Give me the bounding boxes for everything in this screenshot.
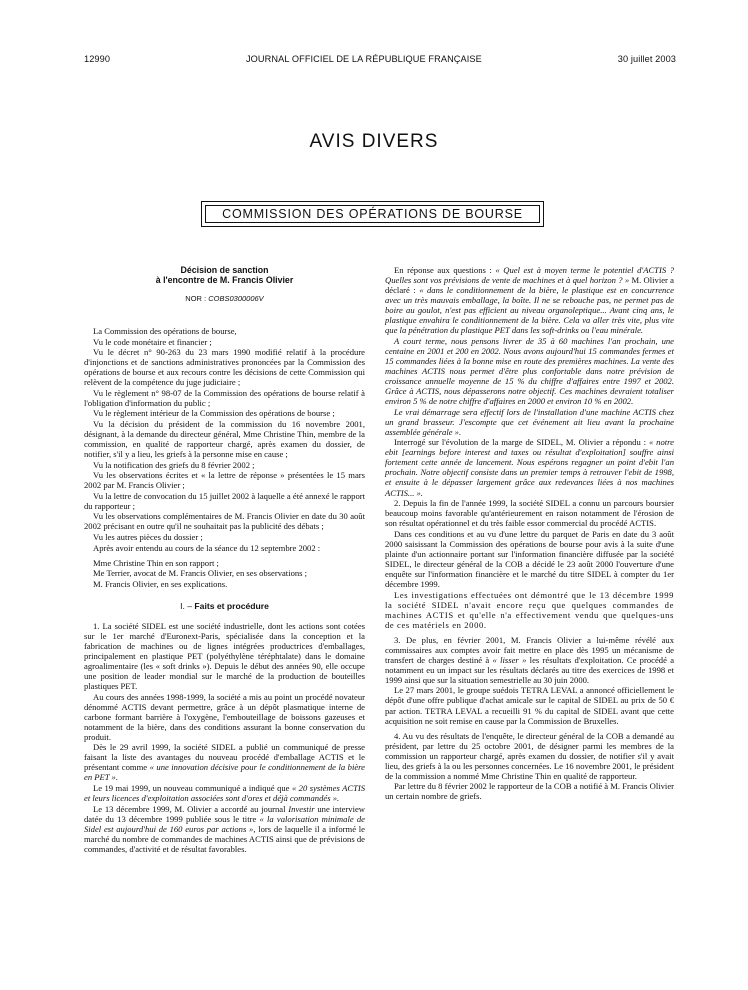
- text-run: En réponse aux questions :: [394, 265, 496, 275]
- nor-reference: [84, 294, 365, 304]
- paragraph: Vu la notification des griefs du 8 février 2002 ;: [93, 459, 255, 470]
- paragraph: Vu le code monétaire et financier ;: [93, 336, 212, 347]
- quote: Le vrai démarrage sera effectif lors de l'installation d'une machine ACTIS chez un grand brasseur. J'escompte que cet événement ait lieu avant la prochaine assemblée générale ».: [385, 406, 674, 437]
- quote: « la valorisation minimale de Sidel est aujourd'hui de 160 euros par actions »: [84, 813, 365, 834]
- quote: « notre ebit [earnings before interest and taxes ou résultat d'exploitation] souffre ainsi fortement cette année de lancement. Nous espérons regagner un point d'ebit l'an prochain. Notre objectif consiste dans un premier temps à retrouver l'ebit de 1998, et ensuite à le dépasser largement grâce aux redevances liées à nos machines ACTIS... ».: [385, 437, 674, 498]
- section-heading: [84, 601, 365, 611]
- section-box: [201, 201, 544, 227]
- text-run: , lors de laquelle il a informé le marché du nombre de commandes de machines ACTIS ainsi que de prévisions de commandes, d'activité et de résultat favorables.: [84, 823, 365, 854]
- paragraph: Me Terrier, avocat de M. Francis Olivier, en ses observations ;: [93, 568, 308, 579]
- paragraph: Dans ces conditions et au vu d'une lettre du parquet de Paris en date du 3 août 2000 saisissant la Commission des opérations de bourse pour avis à la suite d'une plainte d'un actionnaire portant sur l'information financière diffusée par la société SIDEL, le directeur général de la COB a décidé le 23 août 2000 l'ouverture d'une enquête sur l'information financière et le marché du titre SIDEL à compter du 1er décembre 1999.: [385, 528, 674, 589]
- section-box-title: COMMISSION DES OPÉRATIONS DE BOURSE: [222, 207, 523, 221]
- left-column: [84, 265, 365, 854]
- paragraph: Mme Christine Thin en son rapport ;: [93, 557, 219, 568]
- quote: « Quel est à moyen terme le potentiel d'ACTIS ? Quelles sont vos prévisions de vente de machines et à quel horizon ? »: [385, 265, 674, 286]
- paragraph: Vu le décret n° 90-263 du 23 mars 1990 modifié relatif à la procédure d'injonctions et de sanctions administratives prononcées par la Commission des opérations de bourse et aux recours contre les décisions de cette Commission qui relèvent de la compétence du juge judiciaire ;: [84, 347, 365, 388]
- text-run: une interview datée du 13 décembre 1999 publiée sous le titre: [84, 803, 365, 824]
- paragraph: [84, 783, 365, 803]
- paragraph: [385, 635, 674, 685]
- paragraph: [385, 437, 674, 497]
- paragraph: [385, 407, 674, 437]
- nor-label: NOR :: [185, 294, 209, 303]
- paragraph: Vu les observations complémentaires de M. Francis Olivier en date du 30 août 2002 précisant en outre qu'il ne souhaitait pas la publicité des débats ;: [84, 511, 365, 532]
- paragraph: Au cours des années 1998-1999, la société a mis au point un procédé novateur dénommé ACTIS devant permettre, grâce à un dépôt plasmatique interne de carbone formant barrière à l'oxygène, l'embouteillage de boissons gazeuses et notamment de la bière, dans des conditions assurant la bonne conservation du produit.: [84, 691, 365, 742]
- paragraph: 1. La société SIDEL est une société industrielle, dont les actions sont cotées sur le 1er marché d'Euronext-Paris, spécialisée dans la conception et la fabrication de machines ou de lignes intégrées productrices d'emballages, principalement en plastique PET (polyéthylène téréphtalate) dans le domaine agroalimentaire (les « soft drinks »). Depuis le début des années 90, elle occupe une position de leader mondial sur le marché de la production de bouteilles plastiques PET.: [84, 620, 365, 692]
- paragraph: Le 27 mars 2001, le groupe suédois TETRA LEVAL a annoncé officiellement le dépôt d'une offre publique d'achat amicale sur le capital de SIDEL au prix de 50 € par action. TETRA LEVAL a recueilli 91 % du capital de SIDEL avant que cette acquisition ne soit remise en cause par la Commission de Bruxelles.: [385, 685, 674, 726]
- paragraph: Vu les autres pièces du dossier ;: [93, 531, 203, 542]
- paragraph: La Commission des opérations de bourse,: [93, 326, 237, 337]
- quote: « 20 systèmes ACTIS et leurs licences d'exploitation associées sont d'ores et déjà commandés ».: [84, 783, 366, 804]
- paragraph: [84, 804, 365, 854]
- text-run: 3. De plus, en février 2001, M. Francis Olivier a lui-même révélé aux commissaires aux comptes avoir fait mettre en place dès 1995 un mécanisme de transfert de charges destiné à: [385, 634, 674, 665]
- paragraph: Après avoir entendu au cours de la séance du 12 septembre 2002 :: [93, 542, 321, 553]
- text-run: Le 13 décembre 1999, M. Olivier a accordé au journal: [93, 803, 286, 814]
- section-heading-text: Faits et procédure: [194, 600, 269, 611]
- decision-heading-line2: à l'encontre de M. Francis Olivier: [155, 275, 294, 285]
- decision-heading-line1: Décision de sanction: [180, 265, 269, 275]
- paragraph: Les investigations effectuées ont démontré que le 13 décembre 1999 la société SIDEL n'avait encore reçu que quelques commandes de machines ACTIS et qu'elle n'a effectivement vendu que quelques-uns de ces matériels en 2000.: [385, 589, 674, 630]
- paragraph: [385, 265, 674, 335]
- right-column: [385, 265, 674, 802]
- paragraph: M. Francis Olivier, en ses explications.: [93, 578, 228, 589]
- quote: « une innovation décisive pour le conditionnement de la bière en PET ».: [84, 762, 365, 783]
- page-title: AVIS DIVERS: [309, 131, 439, 152]
- issue-date: 30 juillet 2003: [617, 54, 676, 64]
- text-run: Dès le 29 avril 1999, la société SIDEL a publié un communiqué de presse faisant la liste des avantages du nouveau procédé d'emballage ACTIS et le présentant comme: [84, 742, 365, 773]
- text-run: Interrogé sur l'évolution de la marge de SIDEL, M. Olivier a répondu :: [394, 437, 649, 448]
- paragraph: Par lettre du 8 février 2002 le rapporteur de la COB a notifié à M. Francis Olivier un certain nombre de griefs.: [385, 781, 674, 802]
- quote: A court terme, nous pensons livrer de 35 à 60 machines l'an prochain, une centaine en 2001 et 200 en 2002. Nous avons aujourd'hui 15 commandes fermes et 15 commandes liées à la bonne mise en route des premières machines. La vente des machines ACTIS nous permet d'être plus confortable dans notre prévision de croissance annuelle moyenne de 15 % du chiffre d'affaires entre 1997 et 2002. Grâce à ACTIS, nous dépasserons notre objectif. Ces machines devraient totaliser environ 5 % de notre chiffre d'affaires en 2000 et environ 10 % en 2002.: [385, 335, 674, 407]
- quote: « dans le conditionnement de la bière, le plastique est en concurrence avec un très mauvais emballage, la boîte. Il ne se rebouche pas, ne permet pas de boire au goulot, n'est pas efficient au niveau organoleptique... Avant cinq ans, le plastique envahira le conditionnement de la bière. Cela va aller très vite, plus vite que la pénétration du plastique PET dans les soft-drinks ou l'eau minérale.: [385, 285, 674, 336]
- text-run: Le 19 mai 1999, un nouveau communiqué a indiqué que: [93, 783, 290, 794]
- paragraph: Vu la décision du président de la commission du 16 novembre 2001, désignant, à la demande du directeur général, Mme Christine Thin, membre de la commission, en qualité de rapporteur chargé, après examen du dossier, de notifier, s'il y a lieu, les griefs à la personne mise en cause ;: [84, 418, 365, 460]
- decision-heading: [84, 265, 365, 285]
- nor-code: COBS0300006V: [208, 294, 264, 303]
- journal-name: Investir: [288, 803, 315, 814]
- paragraph: 2. Depuis la fin de l'année 1999, la société SIDEL a connu un parcours boursier beaucoup moins favorable qu'antérieurement en raison notamment de l'érosion de son résultat opérationnel et du très faible essor commercial du procédé ACTIS.: [385, 498, 674, 529]
- quote: « lisser »: [492, 654, 527, 665]
- paragraph: Vu la lettre de convocation du 15 juillet 2002 à laquelle a été annexé le rapport du rapporteur ;: [84, 490, 365, 511]
- page-number: 12990: [84, 54, 111, 64]
- running-header: [84, 54, 676, 64]
- journal-title: JOURNAL OFFICIEL DE LA RÉPUBLIQUE FRANÇAISE: [245, 54, 482, 64]
- text-run: les résultats d'exploitation. Ce procédé a notamment eu un impact sur les résultats déclarés au titre des exercices de 1998 et 1999 ainsi que sur la situation semestrielle au 30 juin 2000.: [385, 654, 675, 685]
- section-heading-number: I. –: [180, 600, 195, 611]
- paragraph: Vu les observations écrites et « la lettre de réponse » présentées le 15 mars 2002 par M. Francis Olivier ;: [84, 470, 365, 491]
- paragraph: Vu le règlement intérieur de la Commission des opérations de bourse ;: [93, 408, 335, 419]
- paragraph: 4. Au vu des résultats de l'enquête, le directeur général de la COB a demandé au président, par lettre du 25 octobre 2001, de désigner parmi les membres de la commission un rapporteur chargé, après examen du dossier, de notifier s'il y avait lieu, des griefs à la ou les personnes concernées. Le 16 novembre 2001, le président de la commission a nommé Mme Christine Thin en qualité de rapporteur.: [385, 730, 674, 781]
- text-run: M. Olivier a déclaré :: [385, 275, 674, 296]
- paragraph: Vu le règlement n° 98-07 de la Commission des opérations de bourse relatif à l'obligation d'information du public ;: [84, 387, 365, 408]
- paragraph: [84, 742, 365, 782]
- paragraph: [385, 336, 674, 406]
